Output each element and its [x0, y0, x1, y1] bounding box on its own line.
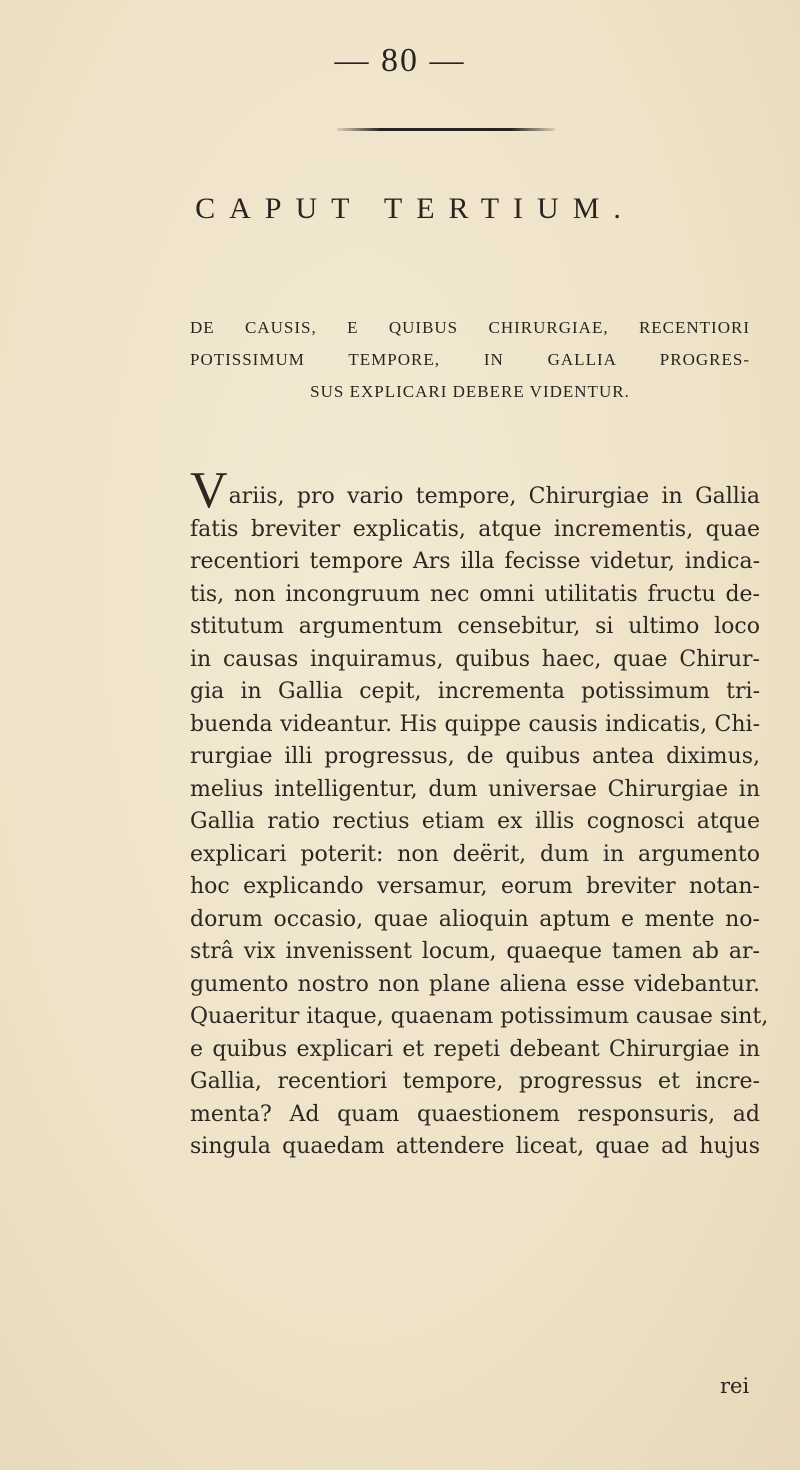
body-line: Gallia, recentiori tempore, progressus et incre- [190, 1069, 760, 1094]
body-line: singula quaedam attendere liceat, quae ad hujus [190, 1134, 760, 1159]
body-line: hoc explicando versamur, eorum breviter notan- [190, 874, 760, 899]
body-line: melius intelligentur, dum universae Chirurgiae in [190, 776, 760, 802]
subtitle-line: POTISSIMUM TEMPORE, IN GALLIA PROGRES- [190, 350, 750, 369]
body-line: dorum occasio, quae alioquin aptum e mente no- [190, 906, 760, 932]
chapter-title: CAPUT TERTIUM. [195, 192, 635, 225]
body-line-text: ariis, pro vario tempore, Chirurgiae in Gallia [228, 484, 760, 509]
body-line: stitutum argumentum censebitur, si ultimo loco [190, 614, 760, 639]
body-line: menta? Ad quam quaestionem responsuris, ad [190, 1101, 760, 1127]
body-line: tis, non incongruum nec omni utilitatis fructu de- [190, 581, 760, 607]
body-line: in causas inquiramus, quibus haec, quae Chirur- [190, 646, 760, 672]
body-line [190, 462, 760, 519]
header-rule [337, 128, 555, 131]
body-line: rurgiae illi progressus, de quibus antea diximus, [190, 744, 760, 769]
body-line: gia in Gallia cepit, incrementa potissimum tri- [190, 679, 760, 704]
subtitle-line: DE CAUSIS, E QUIBUS CHIRURGIAE, RECENTIORI [190, 318, 750, 337]
body-line: fatis breviter explicatis, atque incrementis, quae [190, 516, 760, 542]
body-line: recentiori tempore Ars illa fecisse videtur, indica- [190, 549, 760, 574]
body-line: e quibus explicari et repeti debeant Chirurgiae in [190, 1036, 760, 1062]
body-line: explicari poterit: non deërit, dum in argumento [190, 841, 760, 867]
drop-cap: V [190, 462, 228, 519]
body-line: strâ vix invenissent locum, quaeque tamen ab ar- [190, 939, 760, 964]
body-line: Gallia ratio rectius etiam ex illis cognosci atque [190, 809, 760, 834]
body-line: Quaeritur itaque, quaenam potissimum causae sint, [190, 1004, 769, 1029]
chapter-subtitle [190, 312, 750, 408]
page-number: — 80 — [334, 42, 466, 79]
subtitle-line: SUS EXPLICARI DEBERE VIDENTUR. [310, 382, 630, 401]
body-line: buenda videantur. His quippe causis indicatis, Chi- [190, 711, 760, 737]
catchword: rei [720, 1374, 750, 1398]
body-paragraph [190, 462, 769, 1164]
body-line: gumento nostro non plane aliena esse videbantur. [190, 971, 760, 997]
